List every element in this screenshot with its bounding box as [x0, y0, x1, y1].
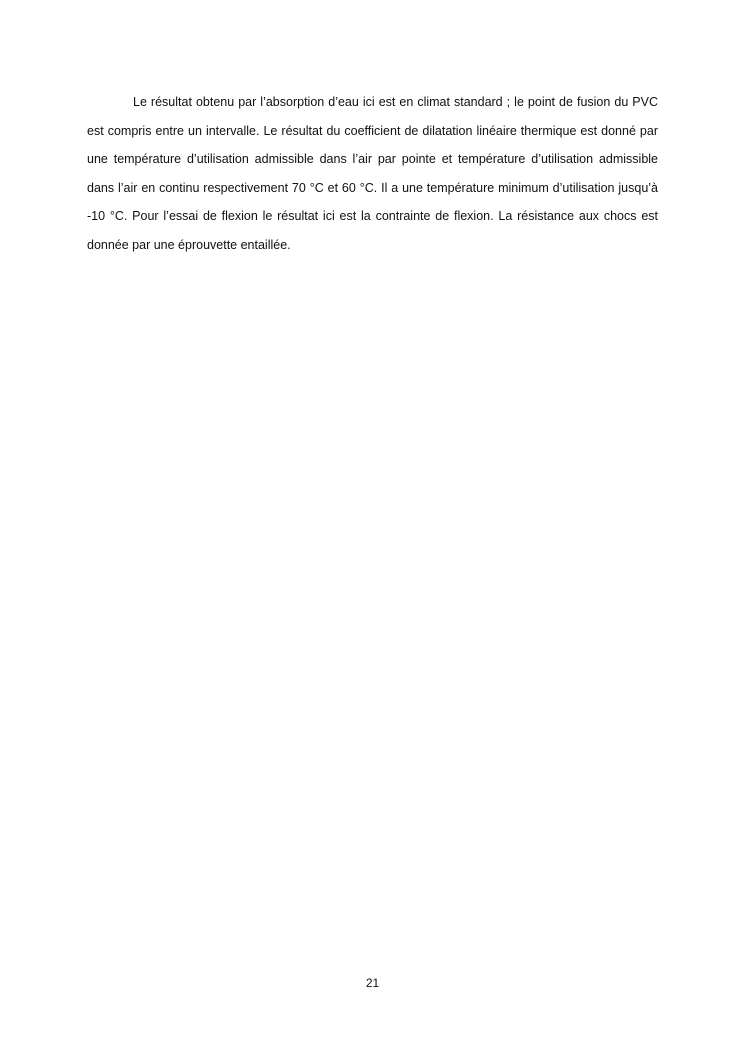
- body-paragraph: Le résultat obtenu par l’absorption d’eau ici est en climat standard ; le point de fusion du PVC est compris entre un intervalle. Le résultat du coefficient de dilatation linéaire thermique est donné par une température d’utilisation admissible dans l’air par pointe et température d’utilisation admissible dans l’air en continu respectivement 70 °C et 60 °C. Il a une température minimum d’utilisation jusqu’à -10 °C. Pour l’essai de flexion le résultat ici est la contrainte de flexion. La résistance aux chocs est donnée par une éprouvette entaillée.: [87, 95, 658, 252]
- page-number: 21: [365, 976, 380, 990]
